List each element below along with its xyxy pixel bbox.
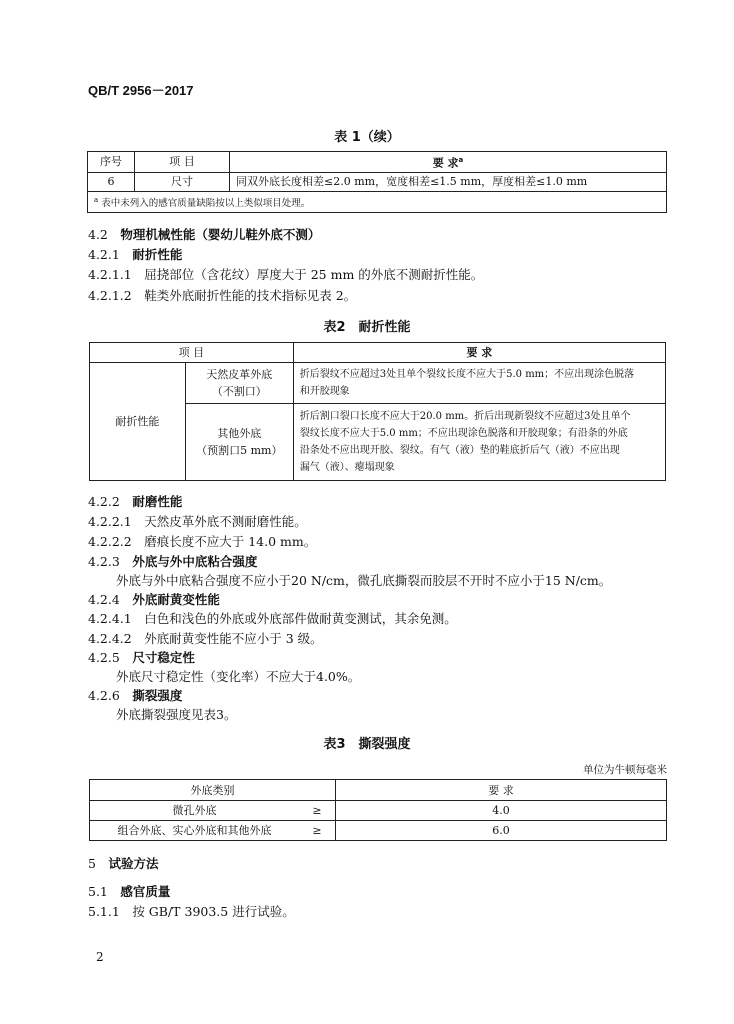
section-4-2-1-1: 4.2.1.1 屈挠部位（含花纹）厚度大于 25 mm 的外底不测耐折性能。 <box>88 267 484 282</box>
table1-footnote: $^a$ 表中未列入的感官质量缺陷按以上类似项目处理。 <box>88 191 667 212</box>
section-4-2-6-text: 外底撕裂强度见表3。 <box>116 707 237 722</box>
table2-header-item: 项 目 <box>90 343 294 363</box>
section-4-2-4-2: 4.2.4.2 外底耐黄变性能不应小于 3 级。 <box>88 631 323 646</box>
section-4-2-4-1: 4.2.4.1 白色和浅色的外底或外底部件做耐黄变测试，其余免测。 <box>88 611 457 626</box>
table1-cell-no: 6 <box>88 172 135 191</box>
table-row <box>88 172 667 191</box>
table3-cat-microporous: 微孔外底 <box>90 801 300 821</box>
section-4-2: 4.2 物理机械性能（婴幼儿鞋外底不测） <box>88 227 321 242</box>
section-4-2-2-2: 4.2.2.2 磨痕长度不应大于 14.0 mm。 <box>88 534 317 549</box>
table3-cat-other: 组合外底、实心外底和其他外底 <box>90 821 300 841</box>
table3-header-cat: 外底类别 <box>90 780 336 801</box>
table2-req-natural: 折后裂纹不应超过3处且单个裂纹长度不应大于5.0 mm；不应出现涂色脱落 和开胶现象 <box>293 363 665 404</box>
table1-header-item: 项 目 <box>135 152 230 173</box>
table2-req-other: 折后割口裂口长度不应大于20.0 mm。折后出现新裂纹不应超过3处且单个 裂纹长度不应大于5.0 mm；不应出现涂色脱落和开胶现象；有沿条的外底 沿条处不应出现开胶、裂纹。有气（液）垫的鞋底折后气（液）不应出现 漏气（液）、瘪塌现象 <box>293 404 665 481</box>
page-number: 2 <box>96 950 104 964</box>
section-4-2-1-2: 4.2.1.2 鞋类外底耐折性能的技术指标见表 2。 <box>88 288 357 303</box>
section-4-2-6: 4.2.6 撕裂强度 <box>88 688 183 703</box>
table-row <box>90 801 667 821</box>
table3-val-microporous: 4.0 <box>336 801 667 821</box>
table3-op-other: ≥ <box>299 821 336 841</box>
table1-header-req: 要 求$^a$ <box>230 152 667 173</box>
table2-row-label: 耐折性能 <box>90 363 186 481</box>
section-4-2-5-text: 外底尺寸稳定性（变化率）不应大于4.0%。 <box>116 669 361 684</box>
standard-code: QB/T 2956－2017 <box>88 83 194 98</box>
table3-val-other: 6.0 <box>336 821 667 841</box>
table3 <box>89 779 667 841</box>
table2-header-req: 要 求 <box>293 343 665 363</box>
table-row <box>90 363 666 404</box>
table3-header-req: 要 求 <box>336 780 667 801</box>
table1 <box>87 151 667 213</box>
section-4-2-1: 4.2.1 耐折性能 <box>88 247 183 262</box>
table3-unit: 单位为牛顿每毫米 <box>583 764 667 776</box>
table3-caption: 表3 撕裂强度 <box>323 737 411 752</box>
table2-sub-natural: 天然皮革外底 （不割口） <box>185 363 293 404</box>
table2-caption: 表2 耐折性能 <box>323 320 411 335</box>
section-4-2-2: 4.2.2 耐磨性能 <box>88 494 183 509</box>
table3-op-microporous: ≥ <box>299 801 336 821</box>
table2 <box>89 342 666 481</box>
section-4-2-4: 4.2.4 外底耐黄变性能 <box>88 592 220 607</box>
section-4-2-2-1: 4.2.2.1 天然皮革外底不测耐磨性能。 <box>88 514 307 529</box>
table-row <box>90 821 667 841</box>
section-4-2-3: 4.2.3 外底与外中底粘合强度 <box>88 554 258 569</box>
section-5-1: 5.1 感官质量 <box>88 884 171 899</box>
table1-cell-req: 同双外底长度相差≤2.0 mm，宽度相差≤1.5 mm，厚度相差≤1.0 mm <box>230 172 667 191</box>
section-4-2-3-text: 外底与外中底粘合强度不应小于20 N/cm，微孔底撕裂而胶层不开时不应小于15 N/cm。 <box>116 573 612 588</box>
section-5: 5 试验方法 <box>88 856 159 871</box>
section-4-2-5: 4.2.5 尺寸稳定性 <box>88 650 195 665</box>
section-5-1-1: 5.1.1 按 GB/T 3903.5 进行试验。 <box>88 904 295 919</box>
table1-cell-item: 尺寸 <box>135 172 230 191</box>
table1-header-no: 序号 <box>88 152 135 173</box>
table1-caption: 表 1（续） <box>334 130 400 145</box>
table2-sub-other: 其他外底 （预割口5 mm） <box>185 404 293 481</box>
